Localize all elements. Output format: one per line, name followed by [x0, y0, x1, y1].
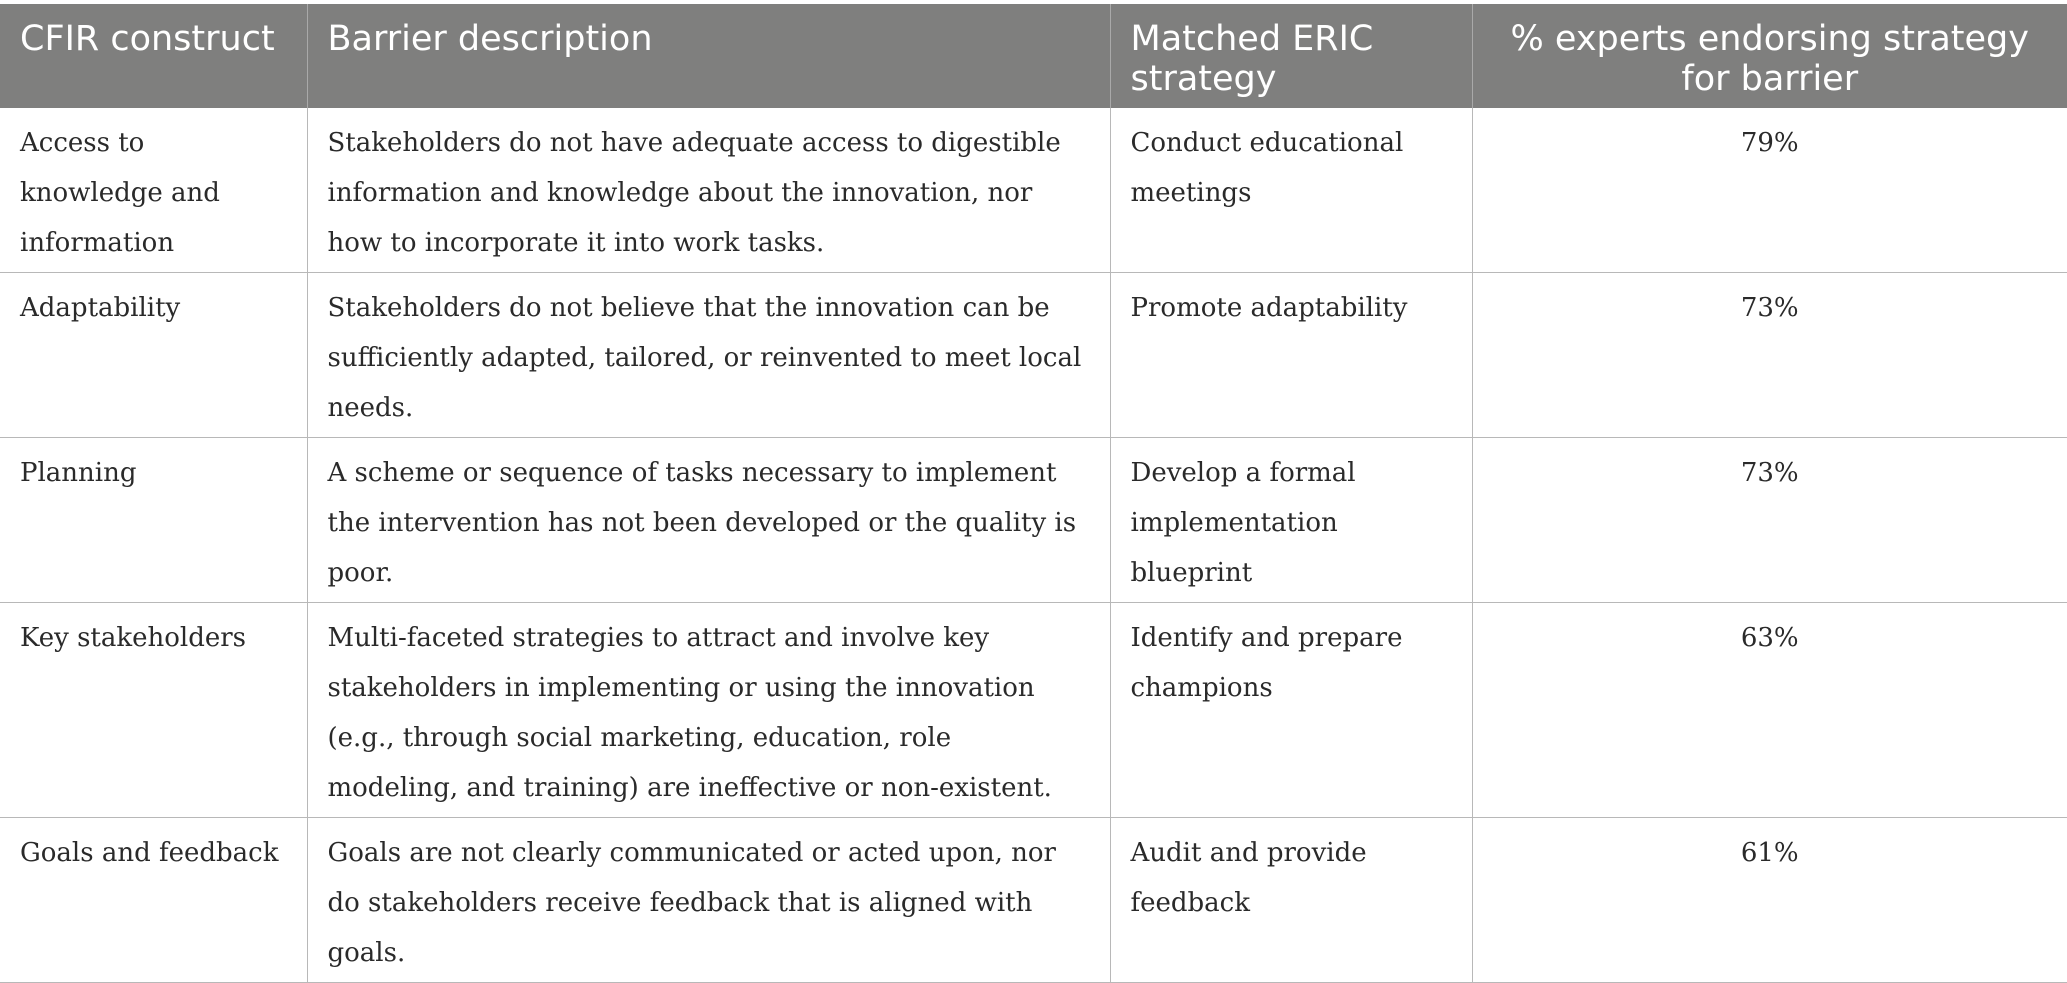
table-header — [0, 4, 2067, 108]
cell-construct: Key stakeholders — [0, 603, 307, 818]
table-row — [0, 818, 2067, 983]
header-cfir-construct: CFIR construct — [20, 19, 275, 59]
strategy-table-container — [0, 4, 2067, 983]
cell-percent: 79% — [1472, 108, 2067, 273]
cell-strategy: Audit and provide feedback — [1110, 818, 1472, 983]
table-row — [0, 108, 2067, 273]
cell-barrier: A scheme or sequence of tasks necessary to implement the intervention has not been developed or the quality is poor. — [307, 438, 1110, 603]
table-row — [0, 603, 2067, 818]
cell-barrier: Goals are not clearly communicated or acted upon, nor do stakeholders receive feedback that is aligned with goals. — [307, 818, 1110, 983]
table-row — [0, 273, 2067, 438]
cell-construct: Access to knowledge and information — [0, 108, 307, 273]
table-body — [0, 108, 2067, 983]
cell-percent: 63% — [1472, 603, 2067, 818]
cell-percent: 61% — [1472, 818, 2067, 983]
cell-construct: Planning — [0, 438, 307, 603]
cell-barrier: Stakeholders do not believe that the innovation can be sufficiently adapted, tailored, or reinvented to meet local needs. — [307, 273, 1110, 438]
cell-strategy: Identify and prepare champions — [1110, 603, 1472, 818]
cell-strategy: Promote adaptability — [1110, 273, 1472, 438]
strategy-table — [0, 4, 2067, 983]
header-percent-experts: % experts endorsing strategy for barrier — [1472, 4, 2067, 108]
header-barrier-description: Barrier description — [307, 4, 1110, 108]
cell-percent: 73% — [1472, 273, 2067, 438]
header-row — [0, 4, 2067, 108]
table-row — [0, 438, 2067, 603]
cell-barrier: Multi-faceted strategies to attract and involve key stakeholders in implementing or using the innovation (e.g., through social marketing, education, role modeling, and training) are ineffective or non-existent. — [307, 603, 1110, 818]
cell-construct: Adaptability — [0, 273, 307, 438]
cell-percent: 73% — [1472, 438, 2067, 603]
cell-strategy: Develop a formal implementation blueprint — [1110, 438, 1472, 603]
cell-barrier: Stakeholders do not have adequate access to digestible information and knowledge about the innovation, nor how to incorporate it into work tasks. — [307, 108, 1110, 273]
cell-construct: Goals and feedback — [0, 818, 307, 983]
cell-strategy: Conduct educational meetings — [1110, 108, 1472, 273]
header-matched-eric-strategy: Matched ERIC strategy — [1110, 4, 1472, 108]
